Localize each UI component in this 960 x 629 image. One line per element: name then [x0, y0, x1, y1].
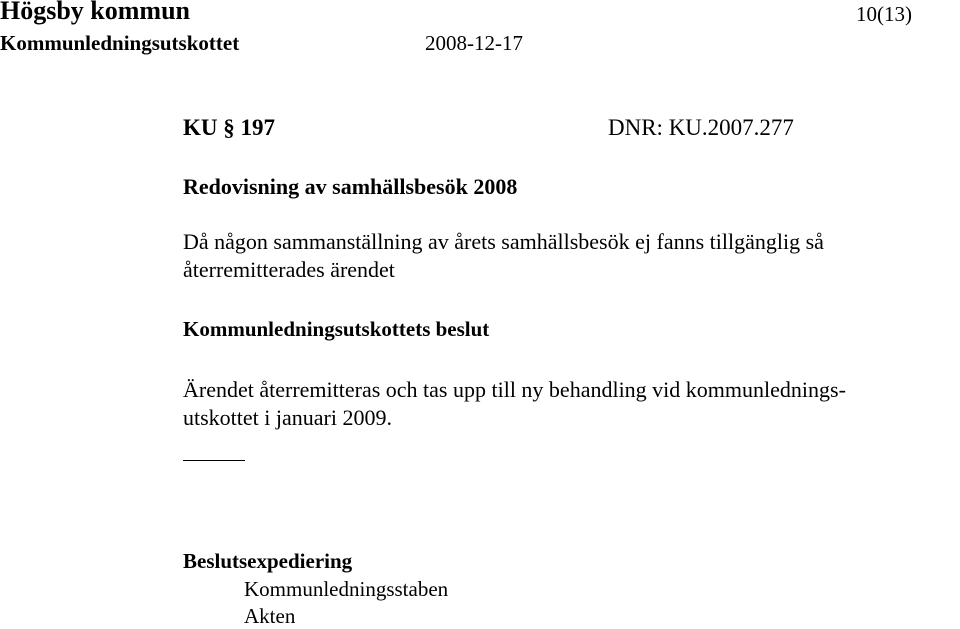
case-number	[183, 115, 275, 141]
decision-heading: Kommunledningsutskottets beslut	[183, 317, 490, 341]
dispatch-heading: Beslutsexpediering	[183, 549, 353, 573]
section-sign: §	[223, 115, 235, 140]
description-line: Då någon sammanställning av årets samhällsbesök ej fanns tillgänglig så	[183, 229, 824, 254]
recipient: Akten	[244, 604, 296, 628]
case-number-value: 197	[240, 115, 275, 140]
description-line: återremitterades ärendet	[183, 257, 395, 282]
recipient: Kommunledningsstaben	[244, 577, 449, 601]
dnr-reference: DNR: KU.2007.277	[608, 115, 794, 140]
page-number: 10(13)	[856, 2, 912, 26]
decision-line: utskottet i januari 2009.	[183, 405, 392, 430]
divider	[183, 460, 245, 461]
meeting-date: 2008-12-17	[425, 31, 523, 55]
item-title: Redovisning av samhällsbesök 2008	[183, 174, 518, 199]
decision-line: Ärendet återremitteras och tas upp till ny behandling vid kommunlednings-	[183, 377, 846, 402]
committee-name: Kommunledningsutskottet	[0, 31, 240, 55]
organization-name: Högsby kommun	[0, 0, 190, 25]
case-prefix: KU	[183, 115, 218, 140]
